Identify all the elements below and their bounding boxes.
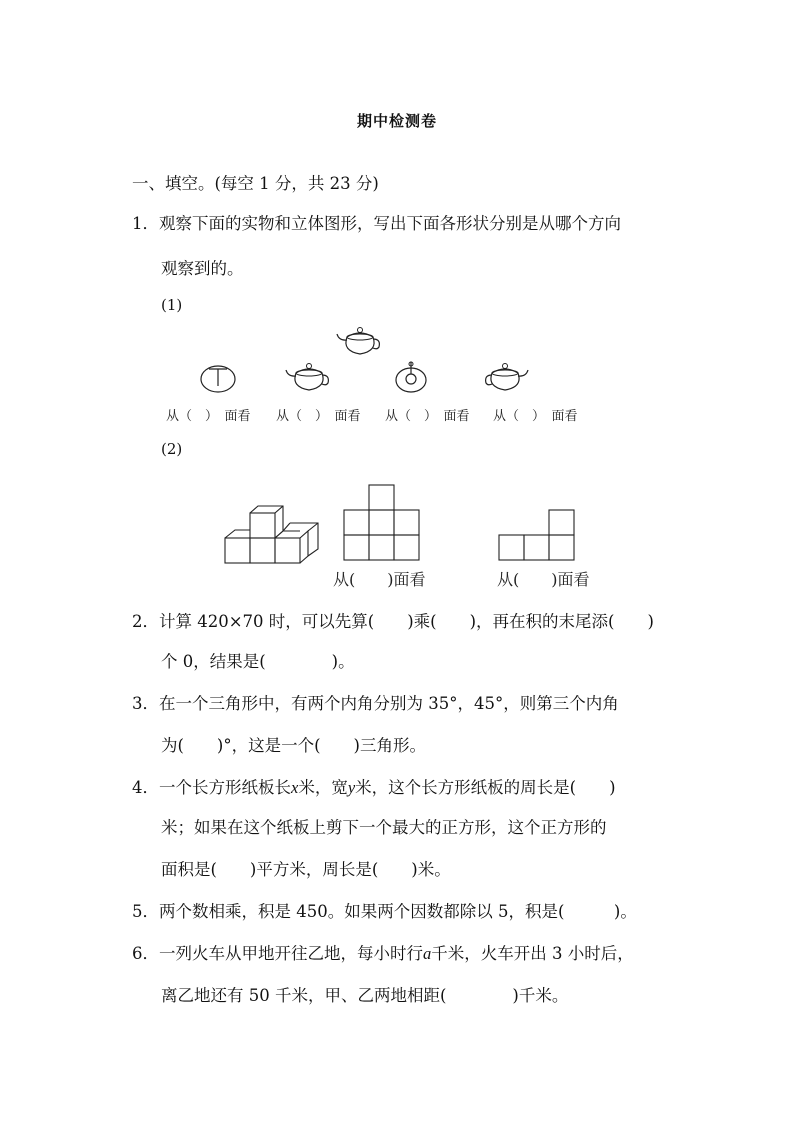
teapot-view-3-icon [392,360,430,394]
cube-caption-2: 从( )面看 [497,570,590,589]
variable-x: x [291,778,299,797]
q3-line1: 3．在一个三角形中，有两个内角分别为 35°，45°，则第三个内角 [132,694,619,713]
q1-line2: 观察到的。 [161,259,244,278]
page-title: 期中检测卷 [356,112,437,130]
cube-caption-1: 从( )面看 [333,570,426,589]
cube-stack-3d-figure [222,503,322,565]
teapot-view-1-icon [198,362,238,394]
q6-line1: 6．一列火车从甲地开往乙地，每小时行a千米，火车开出 3 小时后， [132,944,634,963]
section-heading: 一、填空。(每空 1 分，共 23 分) [132,174,379,193]
q1-part1-label: (1) [161,296,183,314]
q3-line2: 为( )°，这是一个( )三角形。 [161,736,426,755]
teapot-view-2-icon [284,362,334,394]
teapot-view-4-icon [480,362,530,394]
teapot-caption-1: 从（ ） 面看 [166,409,251,424]
teapot-caption-3: 从（ ） 面看 [385,409,470,424]
q4-line2: 米；如果在这个纸板上剪下一个最大的正方形，这个正方形的 [161,818,607,837]
q1-part2-label: (2) [161,440,183,458]
cube-view-b-figure [498,509,576,562]
q1-line1: 1．观察下面的实物和立体图形，写出下面各形状分别是从哪个方向 [132,214,621,233]
variable-a: a [423,944,432,963]
teapot-reference-icon [335,325,385,359]
q5-line1: 5．两个数相乘，积是 450。如果两个因数都除以 5，积是( )。 [132,902,637,921]
teapot-caption-4: 从（ ） 面看 [493,409,578,424]
q4-line3: 面积是( )平方米，周长是( )米。 [161,860,451,879]
q4-line1: 4．一个长方形纸板长x米，宽y米，这个长方形纸板的周长是( ) [132,778,616,797]
q2-line1: 2．计算 420×70 时，可以先算( )乘( )，再在积的末尾添( ) [132,612,654,631]
q2-line2: 个 0，结果是( )。 [161,652,355,671]
cube-view-a-figure [343,484,421,562]
teapot-caption-2: 从（ ） 面看 [276,409,361,424]
q6-line2: 离乙地还有 50 千米，甲、乙两地相距( )千米。 [161,986,569,1005]
variable-y: y [347,778,356,797]
